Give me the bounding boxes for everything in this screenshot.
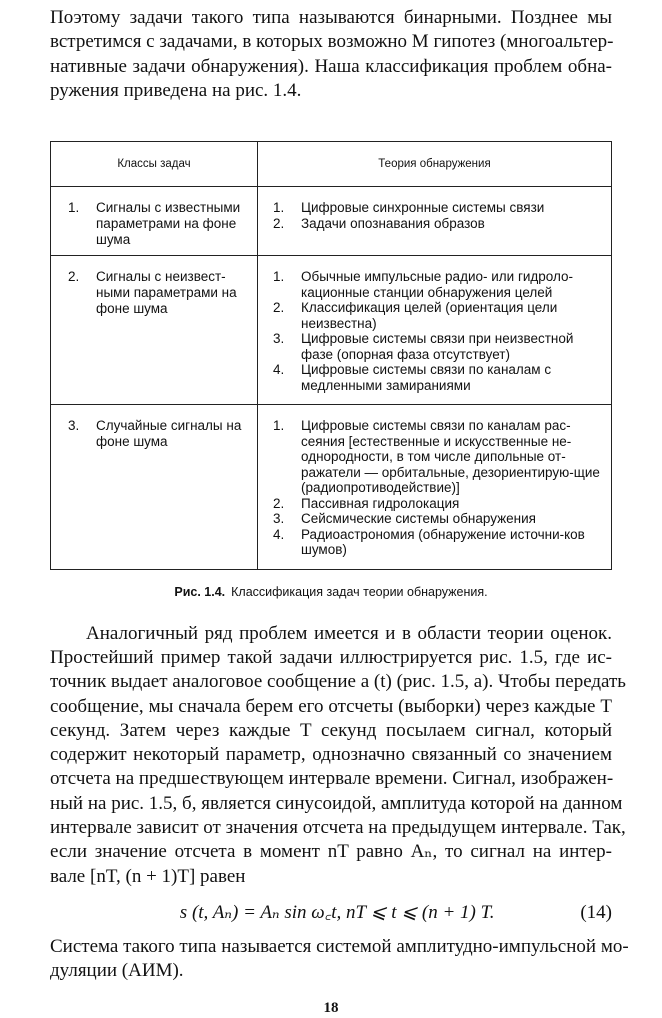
page-number: 18 <box>323 999 339 1016</box>
column-header-theory: Теория обнаружения <box>258 142 612 187</box>
entry-text: Цифровые системы связи по каналам рас-сеяния [естественные и искусственные не-однородности, в том числе дипольные от-ражатели — орбитальные, дезориентирую-щие (радиопротиводействие)] <box>301 418 600 496</box>
table-header-row <box>51 142 612 187</box>
class-name: Случайные сигналы на фоне шума <box>96 418 242 450</box>
entry-text: Сейсмические системы обнаружения <box>301 511 536 527</box>
entry-number: 4. <box>273 526 285 542</box>
column-header-classes: Классы задач <box>51 142 258 187</box>
entry-text: Классификация целей (ориентация цели неизвестна) <box>301 300 558 331</box>
text-line: секунд. Затем через каждые T секунд посылаем сигнал, который <box>50 719 612 741</box>
text-line: Простейший пример такой задачи иллюстрируется рис. 1.5, где ис- <box>50 646 612 668</box>
entry-number: 1. <box>273 418 285 434</box>
entry-number: 1. <box>273 200 285 216</box>
caption-text: Классификация задач теории обнаружения. <box>231 584 488 599</box>
entry-number: 2. <box>273 300 285 316</box>
entry-number: 2. <box>273 495 285 511</box>
entry-text: Пассивная гидролокация <box>301 495 460 511</box>
entry-number: 1. <box>273 269 285 285</box>
equation-row <box>50 893 612 933</box>
entry-text: Задачи опознавания образов <box>301 215 485 231</box>
equation: s (t, Aₙ) = Aₙ sin ω꜀t, nT ⩽ t ⩽ (n + 1) T. <box>179 901 495 923</box>
text-line: сообщение, мы сначала берем его отсчеты (выборки) через каждые T <box>50 695 612 717</box>
entry-text: Обычные импульсные радио- или гидроло-кационные станции обнаружения целей <box>301 269 574 300</box>
text-line: точник выдает аналоговое сообщение a (t) (рис. 1.5, а). Чтобы передать <box>50 671 626 693</box>
text-line: вале [nT, (n + 1)T] равен <box>50 865 246 887</box>
table-row <box>51 405 612 570</box>
entry-text: Цифровые системы связи по каналам с медленными замираниями <box>301 362 552 393</box>
entry-number: 4. <box>273 362 285 378</box>
text-line: встретимся с задачами, в которых возможно M гипотез (многоальтер- <box>50 31 614 53</box>
text-line: Система такого типа называется системой амплитудно-импульсной мо- <box>50 935 629 957</box>
table-row <box>51 256 612 405</box>
entry-text: Радиоастрономия (обнаружение источни-ков шумов) <box>301 526 585 558</box>
class-name: Сигналы с известными параметрами на фоне шума <box>96 200 241 248</box>
text-line: Аналогичный ряд проблем имеется и в области теории оценок. <box>86 622 612 644</box>
figure-caption <box>50 584 612 600</box>
table-row <box>51 187 612 256</box>
body-paragraph <box>50 622 626 889</box>
text-line: ружения приведена на рис. 1.4. <box>50 79 302 101</box>
entry-text: Цифровые системы связи при неизвестной фазе (опорная фаза отсутствует) <box>301 331 574 362</box>
text-line: дуляции (АИМ). <box>50 960 184 982</box>
text-line: отсчета на предшествующем интервале времени. Сигнал, изображен- <box>50 768 614 790</box>
entry-number: 2. <box>273 215 285 231</box>
text-line: содержит некоторый параметр, однозначно связанный со значением <box>50 744 612 766</box>
text-line: интервале зависит от значения отсчета на предыдущем интервале. Так, <box>50 817 626 839</box>
text-line: нативные задачи обнаружения). Наша классификация проблем обна- <box>50 55 612 77</box>
caption-label: Рис. 1.4. <box>174 584 226 599</box>
equation-number: (14) <box>580 901 612 923</box>
entry-number: 3. <box>273 331 285 347</box>
row-number: 2. <box>68 269 80 285</box>
entry-text: Цифровые синхронные системы связи <box>301 200 545 216</box>
closing-paragraph <box>50 935 629 984</box>
text-line: Поэтому задачи такого типа называются бинарными. Позднее мы <box>50 7 612 28</box>
text-line: если значение отсчета в момент nT равно Aₙ, то сигнал на интер- <box>50 841 612 863</box>
intro-paragraph <box>50 6 612 103</box>
class-name: Сигналы с неизвест-ными параметрами на фоне шума <box>96 269 237 317</box>
entry-number: 3. <box>273 511 285 527</box>
classification-table <box>50 141 612 570</box>
row-number: 1. <box>68 200 80 216</box>
row-number: 3. <box>68 418 80 434</box>
text-line: ный на рис. 1.5, б, является синусоидой, амплитуда которой на данном <box>50 792 623 814</box>
